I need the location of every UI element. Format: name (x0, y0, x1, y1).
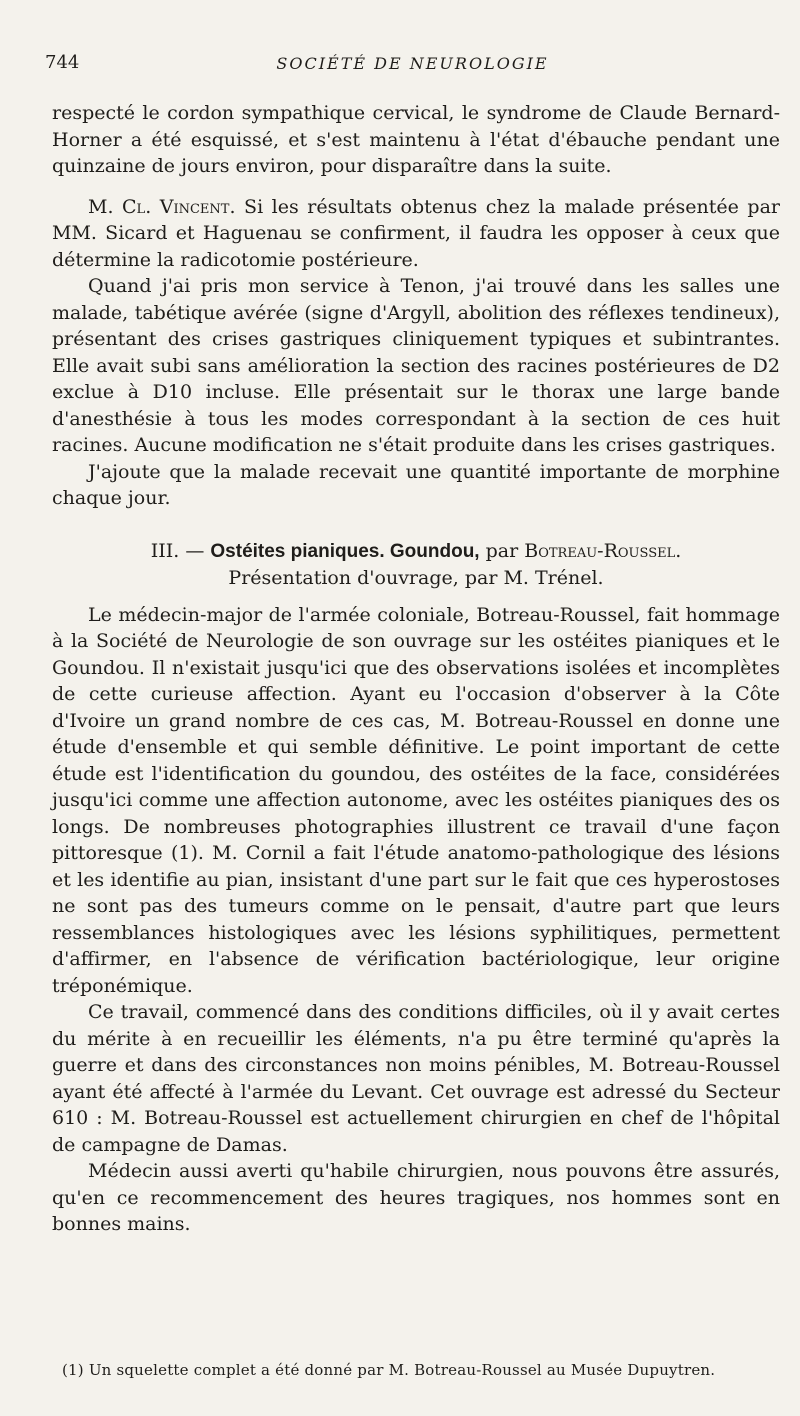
section-author: Botreau-Roussel. (524, 539, 682, 562)
section-title-text: Ostéites pianiques. Goundou, (210, 540, 480, 562)
page-body (52, 100, 780, 1238)
body-paragraph-1: Le médecin-major de l'armée coloniale, Botreau-Roussel, fait hommage à la Société de Neurologie de son ouvrage sur les ostéites pianiques et le Goundou. Il n'existait jusqu'ici que des observations isolées et incomplètes de cette curieuse affection. Ayant eu l'occasion d'observer à la Côte d'Ivoire un grand nombre de ces cas, M. Botreau-Roussel en donne une étude d'ensemble et qui semble définitive. Le point important de cette étude est l'identification du goundou, des ostéites de la face, considérées jusqu'ici comme une affection autonome, avec les ostéites pianiques des os longs. De nombreuses photographies illustrent ce travail d'une façon pittoresque (1). M. Cornil a fait l'étude anatomo-pathologique des lésions et les identifie au pian, insistant d'une part sur le fait que ces hyperostoses ne sont pas des tumeurs comme on le pensait, d'autre part que leurs ressemblances histologiques avec les lésions syphilitiques, permettent d'affirmer, en l'absence de vérification bactériologique, leur origine tréponémique. (52, 603, 780, 997)
vincent-paragraph-1 (52, 194, 780, 274)
section-numeral: III. — (150, 539, 205, 562)
running-head: SOCIÉTÉ DE NEUROLOGIE (276, 54, 549, 73)
section-by: par (485, 539, 519, 562)
body-paragraph-3: Médecin aussi averti qu'habile chirurgien, nous pouvons être assurés, qu'en ce recommencement des heures tragiques, nos hommes sont en bonnes mains. (52, 1160, 780, 1235)
footnote: (1) Un squelette complet a été donné par M. Botreau-Roussel au Musée Dupuytren. (62, 1361, 716, 1379)
continuation-paragraph: respecté le cordon sympathique cervical, le syndrome de Claude Bernard-Horner a été esquissé, et s'est maintenu à l'état d'ébauche pendant une quinzaine de jours environ, pour disparaître dans la suite. (52, 102, 780, 177)
section-subtitle: Présentation d'ouvrage, par M. Trénel. (228, 567, 604, 589)
vincent-paragraph-3: J'ajoute que la malade recevait une quantité importante de morphine chaque jour. (52, 460, 780, 509)
page-number: 744 (45, 52, 80, 73)
body-paragraph-2: Ce travail, commencé dans des conditions difficiles, où il y avait certes du mérite à en recueillir les éléments, n'a pu être terminé qu'après la guerre et dans des circonstances non moins pénibles, M. Botreau-Roussel ayant été affecté à l'armée du Levant. Cet ouvrage est adressé du Secteur 610 : M. Botreau-Roussel est actuellement chirurgien en chef de l'hôpital de campagne de Damas. (52, 1001, 780, 1156)
page-header (45, 52, 780, 92)
vincent-paragraph-2: Quand j'ai pris mon service à Tenon, j'ai trouvé dans les salles une malade, tabétique avérée (signe d'Argyll, abolition des réflexes tendineux), présentant des crises gastriques cliniquement typiques et subintrantes. Elle avait subi sans amélioration la section des racines postérieures de D2 exclue à D10 incluse. Elle présentait sur le thorax une large bande d'anesthésie à tous les modes correspondant à la section de ces huit racines. Aucune modification ne s'était produite dans les crises gastriques. (52, 275, 780, 456)
vincent-text-1: Si les résultats obtenus chez la malade présentée par MM. Sicard et Haguenau se confirment, il faudra les opposer à ceux que détermine la radicotomie postérieure. (52, 195, 780, 271)
speaker-name: M. Cl. Vincent. (88, 195, 236, 218)
section-title (52, 538, 780, 566)
